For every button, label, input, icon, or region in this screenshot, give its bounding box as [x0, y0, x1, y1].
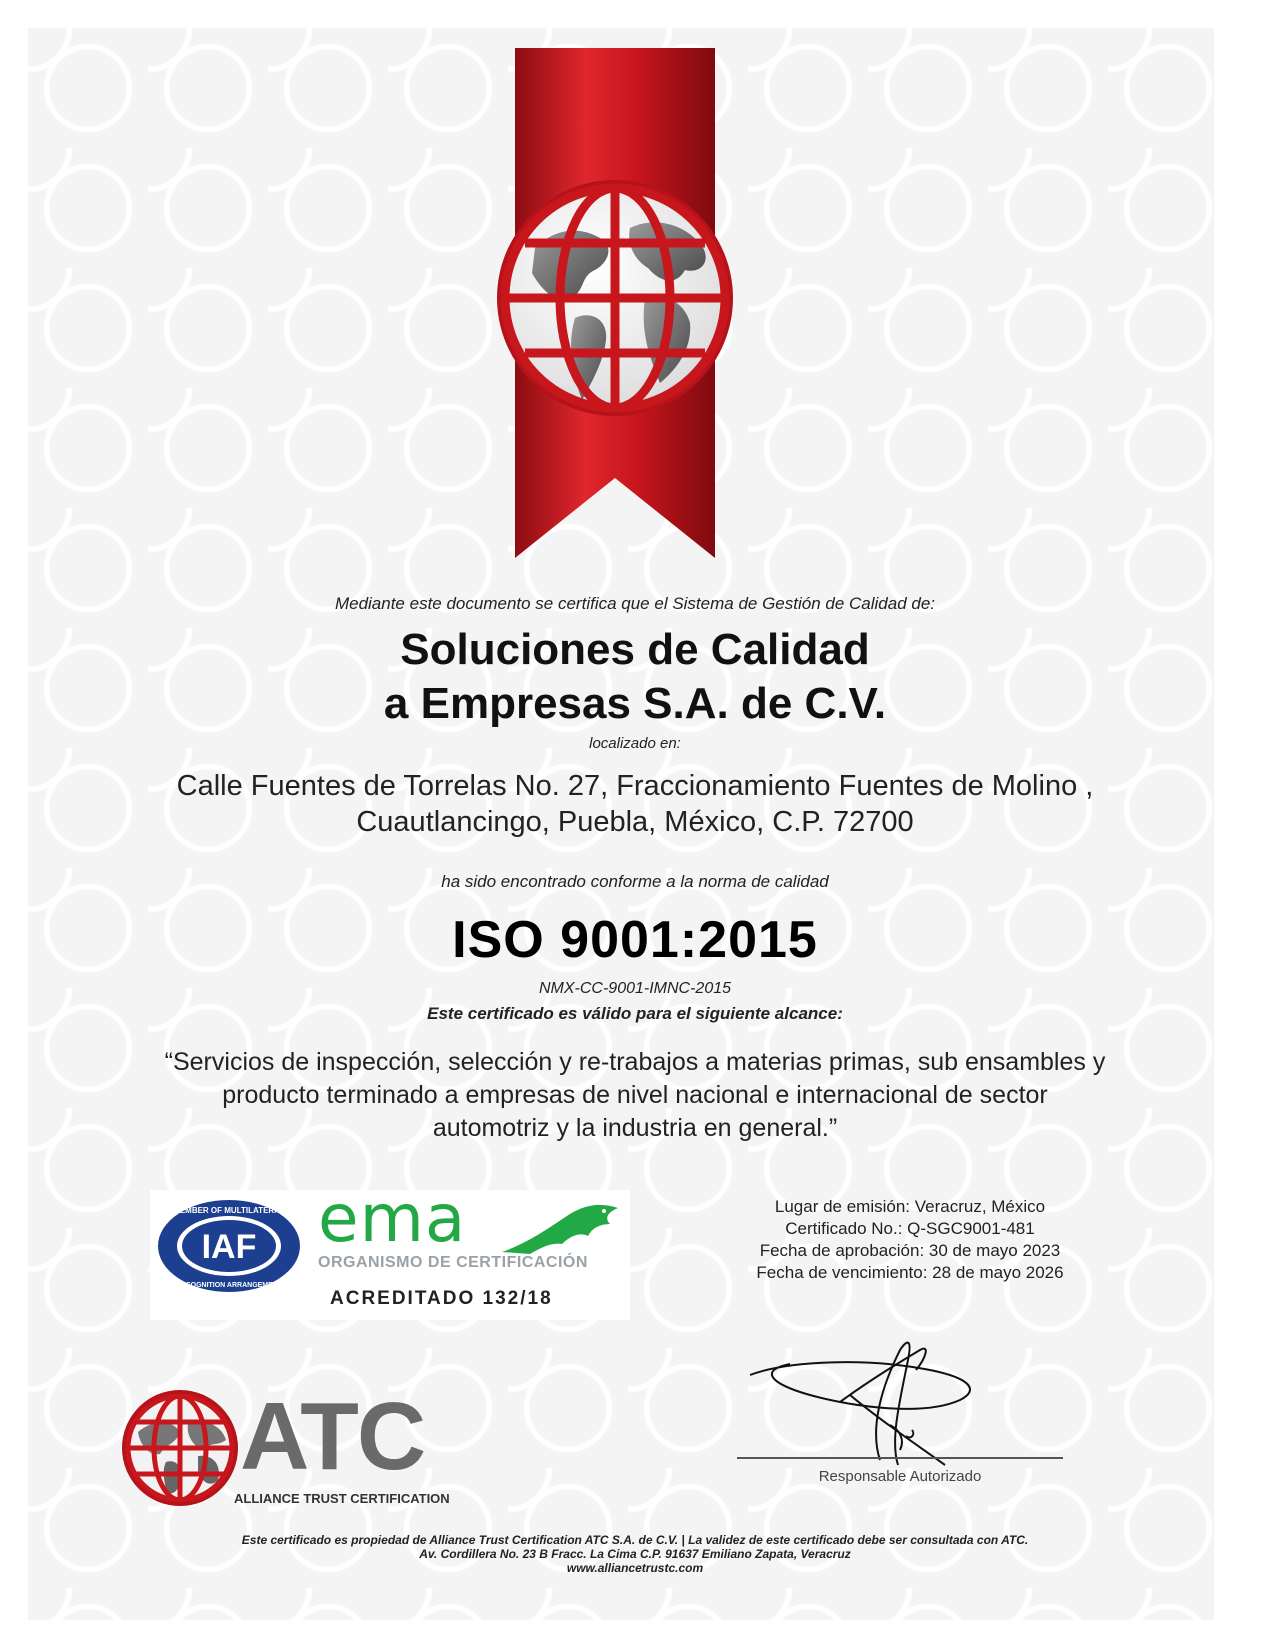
signature-line — [737, 1457, 1063, 1459]
conformity-text: ha sido encontrado conforme a la norma de calidad — [441, 872, 829, 891]
certification-intro: Mediante este documento se certifica que el Sistema de Gestión de Calidad de: — [334, 594, 936, 613]
footer — [0, 1533, 1270, 1575]
scope-line1: “Servicios de inspección, selección y re-trabajos a materias primas, sub ensambles y — [164, 1048, 1106, 1076]
located-label: localizado en: — [589, 735, 681, 752]
iaf-logo — [156, 1198, 302, 1294]
issue-place: Lugar de emisión: Veracruz, México — [774, 1197, 1046, 1216]
eagle-icon — [500, 1202, 620, 1257]
company-name-line1: Soluciones de Calidad — [400, 625, 870, 674]
ema-accreditation-number: ACREDITADO 132/18 — [330, 1288, 553, 1309]
certificate-number: Certificado No.: Q-SGC9001-481 — [785, 1219, 1035, 1238]
standard-nmx: NMX-CC-9001-IMNC-2015 — [538, 980, 732, 997]
atc-logo-text: ATC — [240, 1383, 425, 1490]
scope-line2: producto terminado a empresas de nivel nacional e internacional de sector — [222, 1081, 1048, 1109]
scope-line3: automotriz y la industria en general.” — [432, 1114, 838, 1142]
signature-label: Responsable Autorizado — [818, 1468, 982, 1485]
ribbon-globe-emblem — [480, 48, 750, 558]
address-line2: Cuautlancingo, Puebla, México, C.P. 72700 — [356, 806, 914, 838]
svg-text:IAF: IAF — [201, 1228, 257, 1266]
footer-line2: Av. Cordillera No. 23 B Fracc. La Cima C.P. 91637 Emiliano Zapata, Veracruz — [419, 1547, 851, 1561]
accreditation-logos — [150, 1180, 630, 1320]
address-line1: Calle Fuentes de Torrelas No. 27, Fraccionamiento Fuentes de Molino , — [176, 770, 1094, 802]
certification-scope — [0, 1046, 1270, 1145]
svg-text:MEMBER OF MULTILATERAL: MEMBER OF MULTILATERAL — [173, 1206, 285, 1215]
approval-date: Fecha de aprobación: 30 de mayo 2023 — [759, 1241, 1061, 1260]
footer-website: www.alliancetrustc.com — [566, 1561, 704, 1575]
ema-subtitle: ORGANISMO DE CERTIFICACIÓN — [318, 1254, 588, 1271]
footer-line1: Este certificado es propiedad de Alliance Trust Certification ATC S.A. de C.V. | La validez de este certificado debe ser consultada con ATC. — [241, 1533, 1029, 1547]
expiry-date: Fecha de vencimiento: 28 de mayo 2026 — [756, 1263, 1064, 1282]
scope-intro: Este certificado es válido para el siguiente alcance: — [427, 1004, 843, 1023]
certificate-details — [740, 1196, 1080, 1284]
company-address — [0, 768, 1270, 840]
atc-logo-subtitle: ALLIANCE TRUST CERTIFICATION — [234, 1491, 450, 1506]
standard-title: ISO 9001:2015 — [452, 911, 818, 969]
ema-logo-word: ema — [318, 1180, 467, 1257]
svg-text:RECOGNITION ARRANGEMENT: RECOGNITION ARRANGEMENT — [175, 1282, 283, 1289]
company-name-line2: a Empresas S.A. de C.V. — [383, 679, 887, 728]
company-name — [0, 623, 1270, 731]
